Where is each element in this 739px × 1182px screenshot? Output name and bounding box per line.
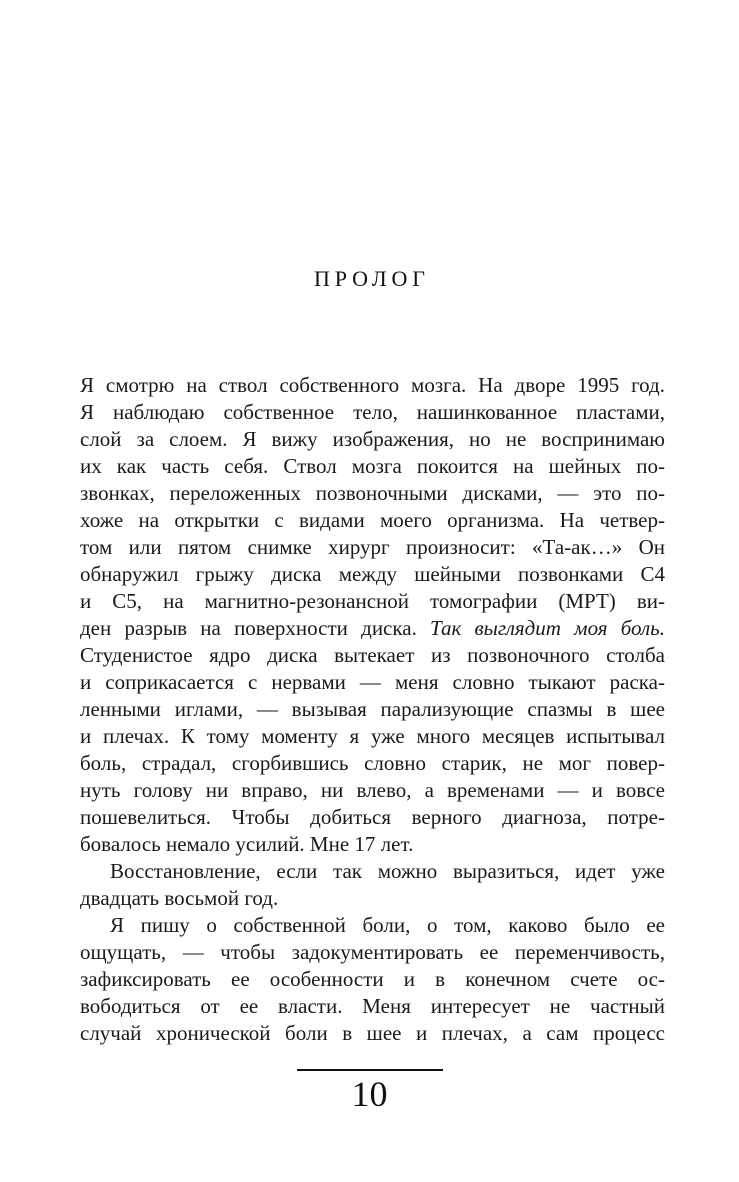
page-number: 10 bbox=[351, 1074, 388, 1114]
text-segment: случай хронической боли в шее и плечах, а сам процесс bbox=[80, 1021, 665, 1045]
text-line bbox=[80, 831, 665, 858]
chapter-heading: ПРОЛОГ bbox=[314, 266, 430, 291]
text-line bbox=[80, 642, 665, 669]
text-segment: и плечах. К тому моменту я уже много месяцев испытывал bbox=[80, 724, 665, 748]
italic-text-segment: Так выглядит моя боль. bbox=[430, 616, 665, 640]
text-segment: двадцать восьмой год. bbox=[80, 886, 279, 910]
text-line bbox=[80, 750, 665, 777]
text-segment: нуть голову ни вправо, ни влево, а временами — и вовсе bbox=[80, 778, 665, 802]
text-line bbox=[80, 723, 665, 750]
text-segment: Я смотрю на ствол собственного мозга. На дворе 1995 год. bbox=[80, 373, 665, 397]
body-text bbox=[80, 372, 665, 1047]
text-segment: том или пятом снимке хирург произносит: «Та-ак…» Он bbox=[80, 535, 665, 559]
text-line bbox=[80, 426, 665, 453]
text-line bbox=[80, 588, 665, 615]
text-line bbox=[80, 1020, 665, 1047]
text-segment: зафиксировать ее особенности и в конечном счете ос- bbox=[80, 967, 665, 991]
text-line bbox=[80, 993, 665, 1020]
text-segment: и C5, на магнитно-резонансной томографии (МРТ) ви- bbox=[80, 589, 665, 613]
text-segment: ден разрыв на поверхности диска. bbox=[80, 616, 431, 640]
text-segment: пошевелиться. Чтобы добиться верного диагноза, потре- bbox=[80, 805, 665, 829]
text-segment: ощущать, — чтобы задокументировать ее переменчивость, bbox=[80, 940, 665, 964]
text-line bbox=[80, 507, 665, 534]
text-segment: боль, страдал, сгорбившись словно старик, не мог повер- bbox=[80, 751, 665, 775]
text-line bbox=[80, 534, 665, 561]
text-segment: хоже на открытки с видами моего организма. На четвер- bbox=[80, 508, 665, 532]
text-line bbox=[80, 696, 665, 723]
text-line bbox=[80, 939, 665, 966]
text-line bbox=[80, 372, 665, 399]
text-segment: Восстановление, если так можно выразиться, идет уже bbox=[110, 859, 665, 883]
text-line bbox=[80, 858, 665, 885]
text-segment: вободиться от ее власти. Меня интересует не частный bbox=[80, 994, 665, 1018]
text-line bbox=[80, 885, 665, 912]
footer-rule bbox=[297, 1069, 443, 1071]
text-line bbox=[80, 480, 665, 507]
text-segment: слой за слоем. Я вижу изображения, но не воспринимаю bbox=[80, 427, 665, 451]
text-line bbox=[80, 453, 665, 480]
text-segment: их как часть себя. Ствол мозга покоится на шейных по- bbox=[80, 454, 665, 478]
page-footer bbox=[0, 1069, 739, 1112]
text-line bbox=[80, 615, 665, 642]
text-segment: обнаружил грыжу диска между шейными позвонками C4 bbox=[80, 562, 665, 586]
text-line bbox=[80, 561, 665, 588]
text-segment: Я пишу о собственной боли, о том, каково было ее bbox=[110, 913, 665, 937]
text-segment: ленными иглами, — вызывая парализующие спазмы в шее bbox=[80, 697, 665, 721]
text-line bbox=[80, 777, 665, 804]
text-segment: Я наблюдаю собственное тело, нашинкованное пластами, bbox=[80, 400, 665, 424]
text-segment: Студенистое ядро диска вытекает из позвоночного столба bbox=[80, 643, 665, 667]
text-line bbox=[80, 966, 665, 993]
text-line bbox=[80, 804, 665, 831]
text-line bbox=[80, 912, 665, 939]
text-segment: звонках, переложенных позвоночными дисками, — это по- bbox=[80, 481, 665, 505]
text-segment: бовалось немало усилий. Мне 17 лет. bbox=[80, 832, 414, 856]
text-segment: и соприкасается с нервами — меня словно тыкают раска- bbox=[80, 670, 665, 694]
text-line bbox=[80, 399, 665, 426]
text-line bbox=[80, 669, 665, 696]
